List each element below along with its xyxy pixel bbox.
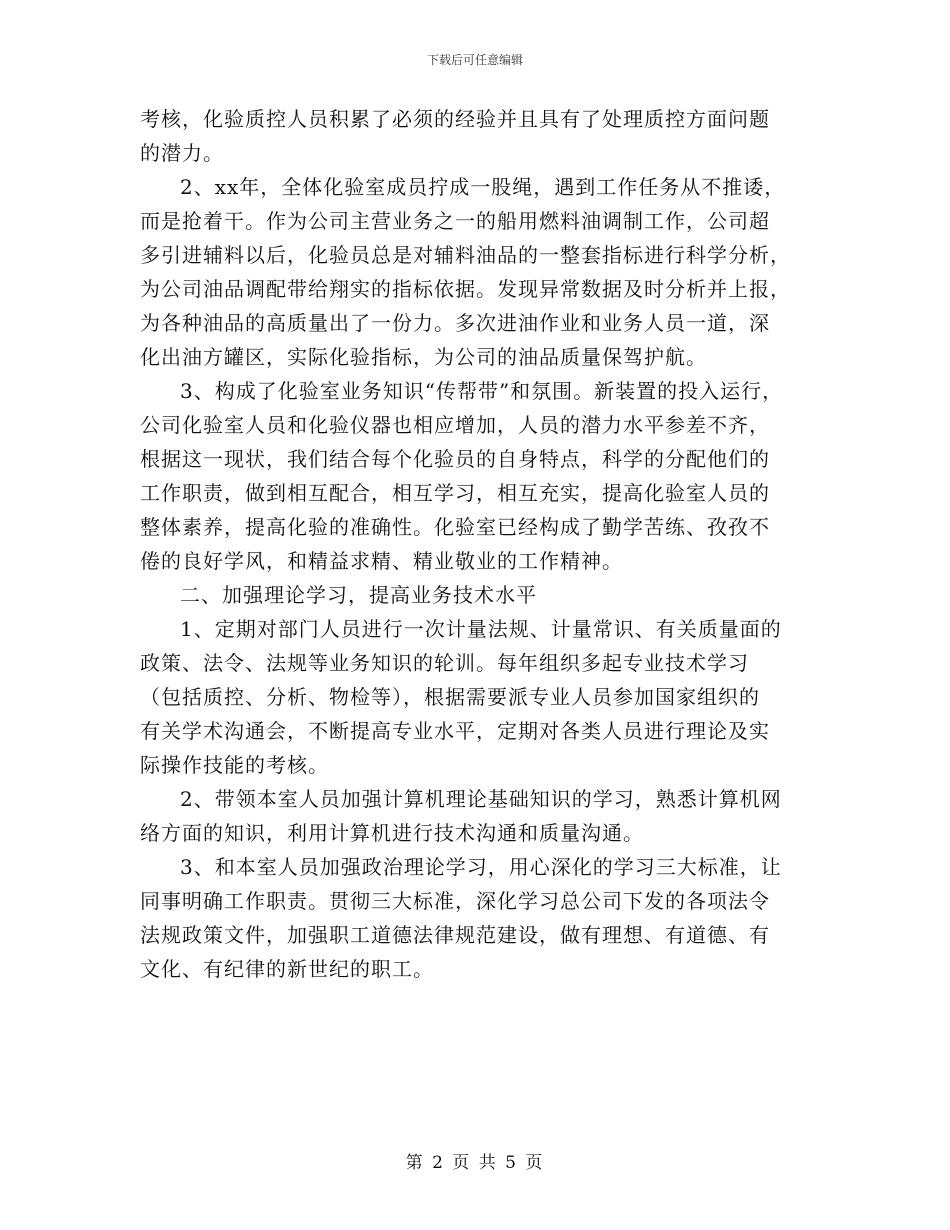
text-line: （包括质控、分析、物检等），根据需要派专业人员参加国家组织的 — [140, 685, 760, 709]
text-line: 的潜力。 — [140, 141, 224, 165]
text-line: 考核，化验质控人员积累了必须的经验并且具有了处理质控方面问题 — [140, 107, 770, 131]
text-line: 2、xx年，全体化验室成员拧成一股绳，遇到工作任务从不推诿， — [180, 175, 786, 199]
text-line: 政策、法令、法规等业务知识的轮训。每年组织多起专业技术学习 — [140, 651, 749, 675]
text-line: 1、定期对部门人员进行一次计量法规、计量常识、有关质量面的 — [180, 617, 782, 641]
text-line: 法规政策文件，加强职工道德法律规范建设，做有理想、有道德、有 — [140, 923, 770, 947]
document-body — [140, 102, 830, 986]
text-line: 3、构成了化验室业务知识“传帮带”和氛围。新装置的投入运行， — [180, 379, 784, 403]
text-line: 二、加强理论学习，提高业务技术水平 — [180, 583, 537, 607]
text-line: 多引进辅料以后，化验员总是对辅料油品的一整套指标进行科学分析， — [140, 243, 791, 267]
text-line: 络方面的知识，利用计算机进行技术沟通和质量沟通。 — [140, 821, 644, 845]
text-line: 同事明确工作职责。贯彻三大标准，深化学习总公司下发的各项法令 — [140, 889, 770, 913]
text-line: 而是抢着干。作为公司主营业务之一的船用燃料油调制工作，公司超 — [140, 209, 770, 233]
page-header: 下载后可任意编辑 — [426, 53, 523, 67]
text-line: 为公司油品调配带给翔实的指标依据。发现异常数据及时分析并上报， — [140, 277, 791, 301]
text-line: 3、和本室人员加强政治理论学习，用心深化的学习三大标准，让 — [180, 855, 782, 879]
page-number-footer: 第 2 页 共 5 页 — [405, 1153, 545, 1173]
text-line: 根据这一现状，我们结合每个化验员的自身特点，科学的分配他们的 — [140, 447, 770, 471]
text-line: 倦的良好学风，和精益求精、精业敬业的工作精神。 — [140, 549, 623, 573]
text-line: 化出油方罐区，实际化验指标，为公司的油品质量保驾护航。 — [140, 345, 707, 369]
text-line: 整体素养，提高化验的准确性。化验室已经构成了勤学苦练、孜孜不 — [140, 515, 770, 539]
text-line: 为各种油品的高质量出了一份力。多次进油作业和业务人员一道，深 — [140, 311, 770, 335]
text-line: 际操作技能的考核。 — [140, 753, 329, 777]
text-line: 工作职责，做到相互配合，相互学习，相互充实，提高化验室人员的 — [140, 481, 770, 505]
text-line: 公司化验室人员和化验仪器也相应增加，人员的潜力水平参差不齐， — [140, 413, 770, 437]
text-line: 有关学术沟通会，不断提高专业水平，定期对各类人员进行理论及实 — [140, 719, 770, 743]
text-line: 2、带领本室人员加强计算机理论基础知识的学习，熟悉计算机网 — [180, 787, 782, 811]
text-line: 文化、有纪律的新世纪的职工。 — [140, 957, 434, 981]
